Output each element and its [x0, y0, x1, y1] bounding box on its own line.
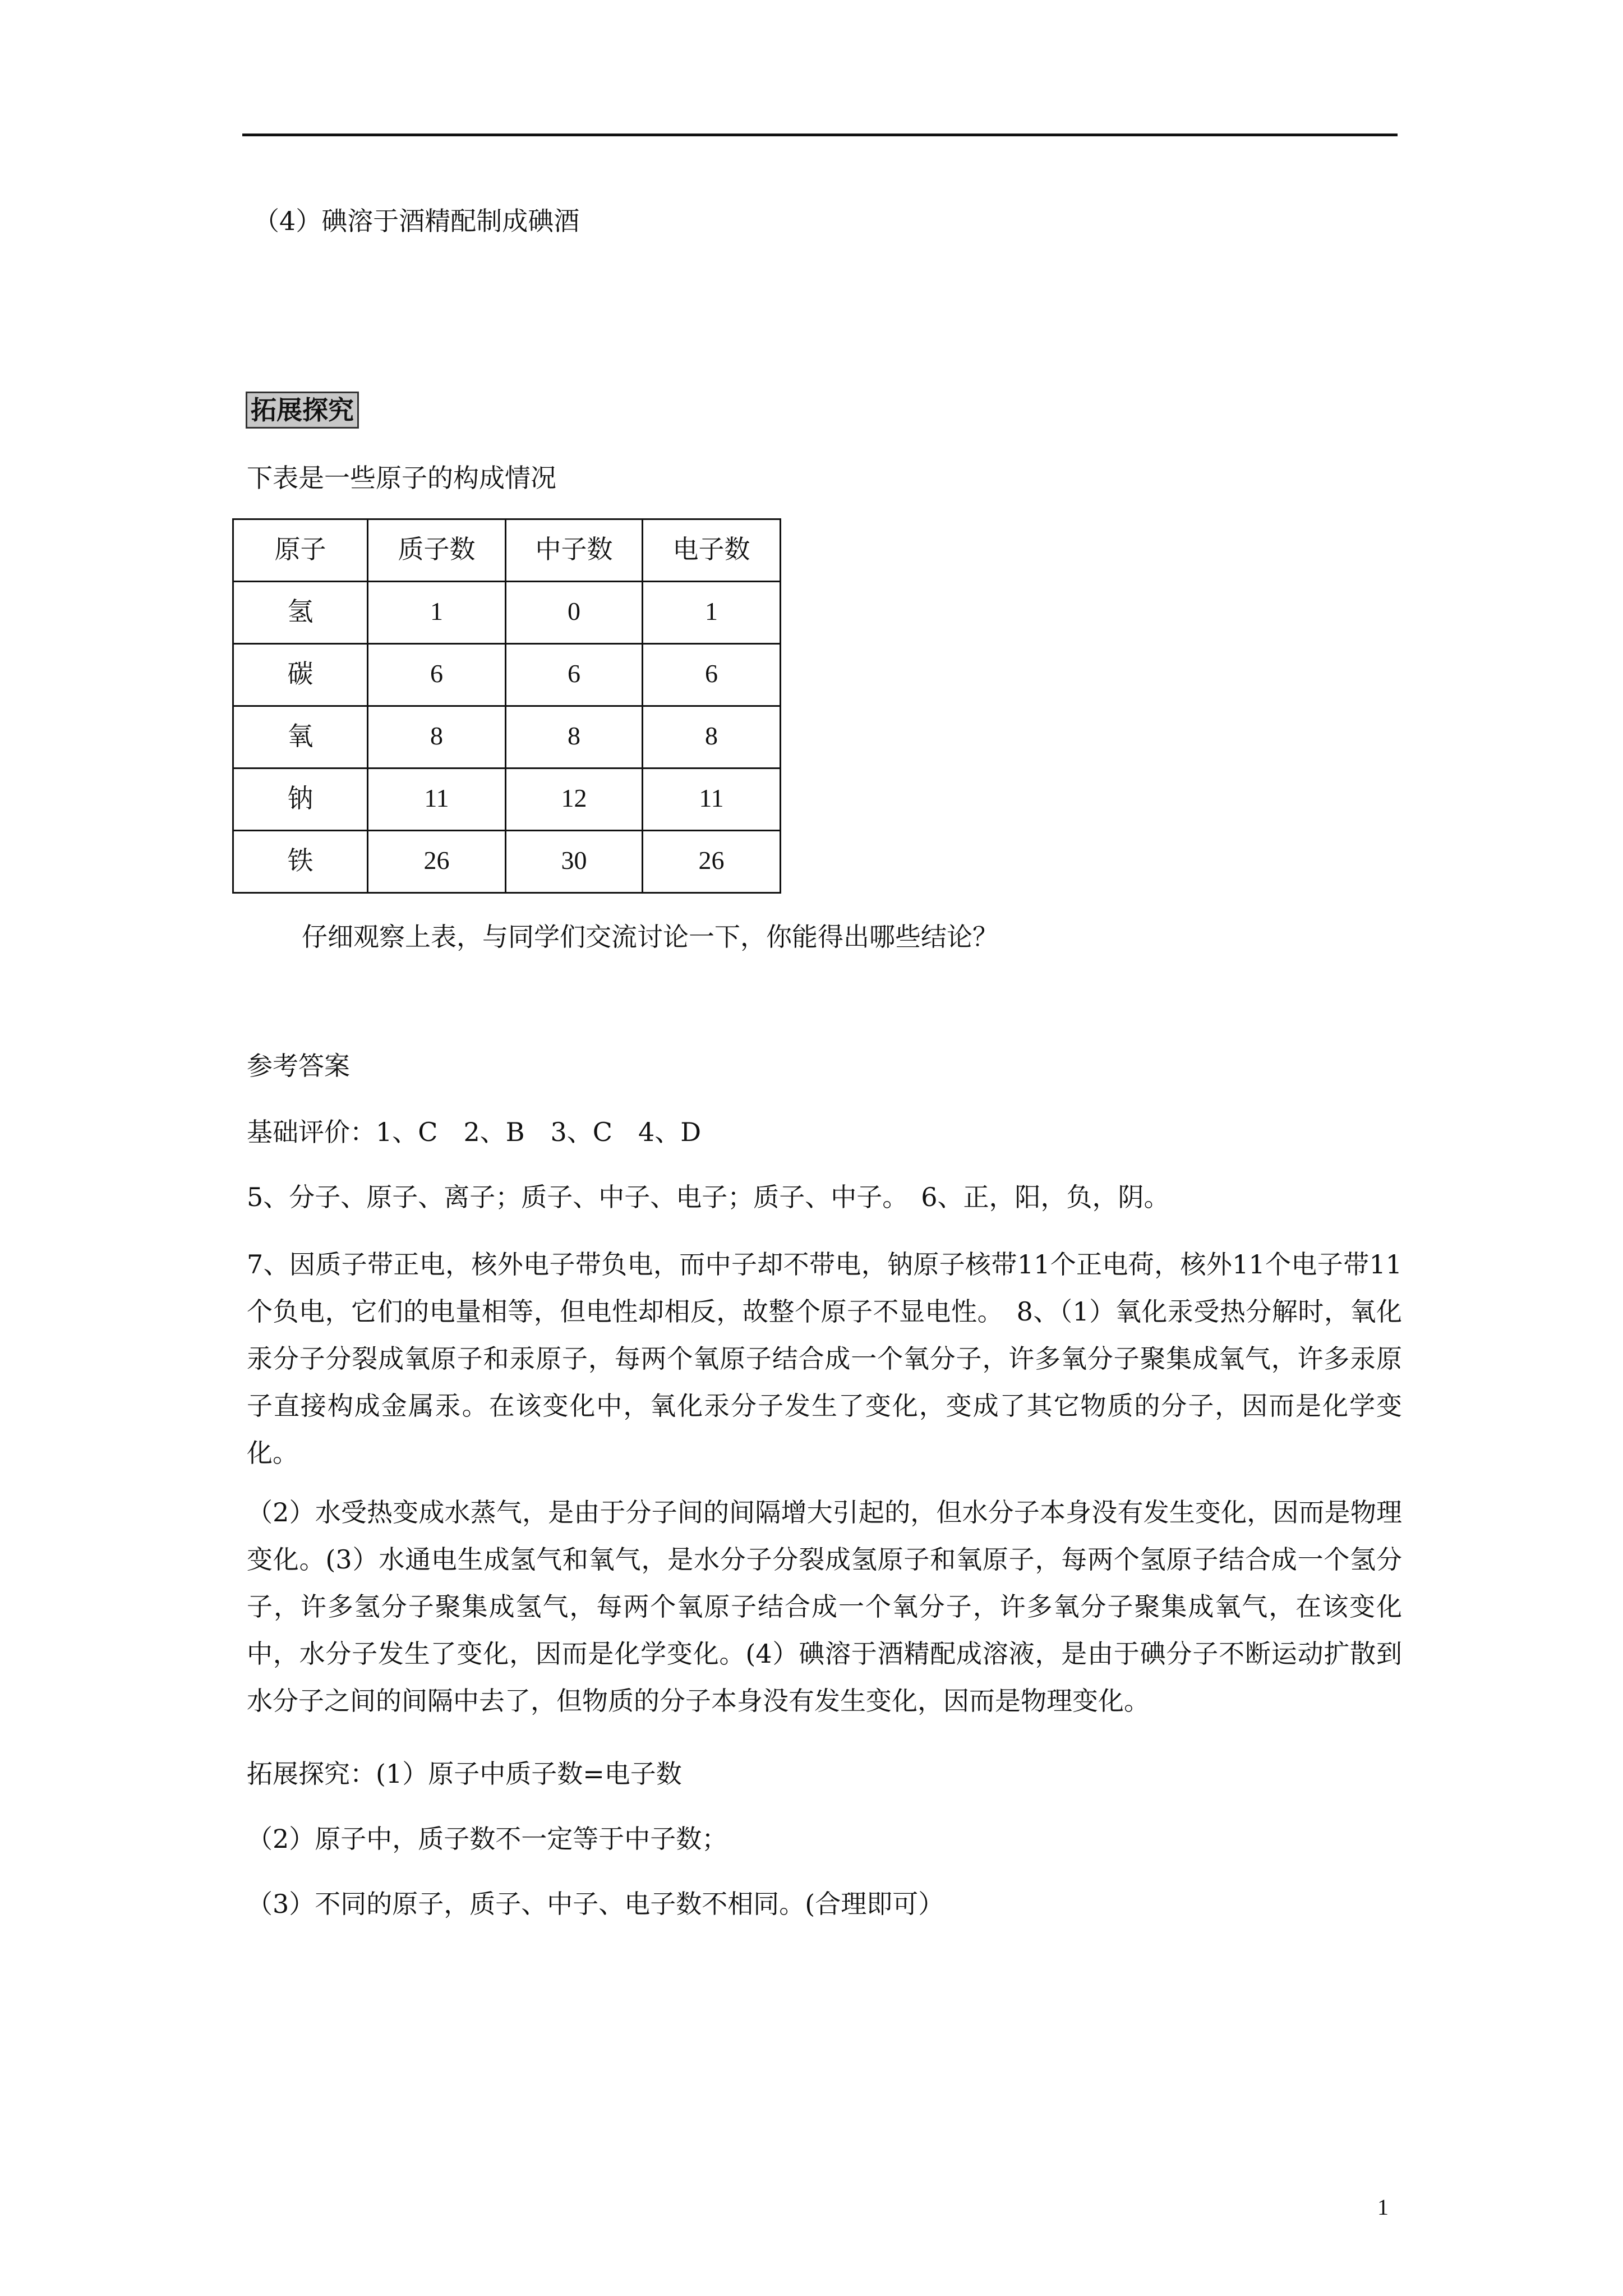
atom-name-cell: 氧	[233, 706, 368, 769]
header-neutrons: 中子数	[506, 519, 643, 582]
discussion-question: 仔细观察上表，与同学们交流讨论一下，你能得出哪些结论？	[302, 922, 998, 952]
atom-name-cell: 铁	[233, 831, 368, 893]
table-intro: 下表是一些原子的构成情况	[247, 463, 556, 493]
question-4-text: （4）碘溶于酒精配制成碘酒	[253, 206, 580, 236]
answer-7-8: 7、因质子带正电，核外电子带负电，而中子却不带电，钠原子核带11个正电荷，核外11个电子带11个负电，它们的电量相等，但电性却相反，故整个原子不显电性。 8、（1）氧化汞受热分解时，氧化汞分子分裂成氧原子和汞原子，每两个氧原子结合成一个氧分子，许多氧分子聚集成氧气，许多汞原子直接构成金属汞。在该变化中，氧化汞分子发生了变化，变成了其它物质的分子，因而是化学变化。	[247, 1249, 1402, 1468]
header-atom: 原子	[233, 519, 368, 582]
proton-count-cell: 6	[368, 644, 506, 706]
table-row	[233, 769, 781, 831]
atom-composition-table	[232, 518, 781, 894]
neutron-count-cell: 8	[506, 706, 643, 769]
table-row	[233, 831, 781, 893]
answer-8-continued: （2）水受热变成水蒸气，是由于分子间的间隔增大引起的，但水分子本身没有发生变化，因而是物理变化。(3）水通电生成氢气和氧气，是水分子分裂成氢原子和氧原子，每两个氢原子结合成一个氢分子，许多氢分子聚集成氢气，每两个氧原子结合成一个氧分子，许多氧分子聚集成氧气，在该变化中，水分子发生了变化，因而是化学变化。(4）碘溶于酒精配成溶液，是由于碘分子不断运动扩散到水分子之间的间隔中去了，但物质的分子本身没有发生变化，因而是物理变化。	[247, 1497, 1402, 1716]
table-header-row	[233, 519, 781, 582]
proton-count-cell: 26	[368, 831, 506, 893]
electron-count-cell: 11	[643, 769, 781, 831]
header-rule	[242, 134, 1398, 136]
table-row	[233, 706, 781, 769]
answers-title: 参考答案	[247, 1051, 350, 1081]
neutron-count-cell: 30	[506, 831, 643, 893]
electron-count-cell: 26	[643, 831, 781, 893]
extension-answer-3: （3）不同的原子，质子、中子、电子数不相同。(合理即可）	[247, 1889, 944, 1919]
atom-name-cell: 碳	[233, 644, 368, 706]
electron-count-cell: 8	[643, 706, 781, 769]
proton-count-cell: 1	[368, 582, 506, 644]
section-heading: 拓展探究	[246, 392, 359, 429]
atom-name-cell: 钠	[233, 769, 368, 831]
neutron-count-cell: 12	[506, 769, 643, 831]
table-row	[233, 644, 781, 706]
neutron-count-cell: 0	[506, 582, 643, 644]
proton-count-cell: 11	[368, 769, 506, 831]
answer-5-6: 5、分子、原子、离子；质子、中子、电子；质子、中子。 6、正，阳，负，阴。	[247, 1182, 1170, 1212]
answers-basic: 基础评价：1、C 2、B 3、C 4、D	[247, 1117, 702, 1147]
page-number: 1	[1377, 2194, 1389, 2220]
extension-answer-1: 拓展探究：(1）原子中质子数=电子数	[247, 1759, 682, 1789]
table-row	[233, 582, 781, 644]
electron-count-cell: 6	[643, 644, 781, 706]
header-protons: 质子数	[368, 519, 506, 582]
atom-name-cell: 氢	[233, 582, 368, 644]
proton-count-cell: 8	[368, 706, 506, 769]
extension-answer-2: （2）原子中，质子数不一定等于中子数；	[247, 1824, 728, 1854]
electron-count-cell: 1	[643, 582, 781, 644]
header-electrons: 电子数	[643, 519, 781, 582]
neutron-count-cell: 6	[506, 644, 643, 706]
